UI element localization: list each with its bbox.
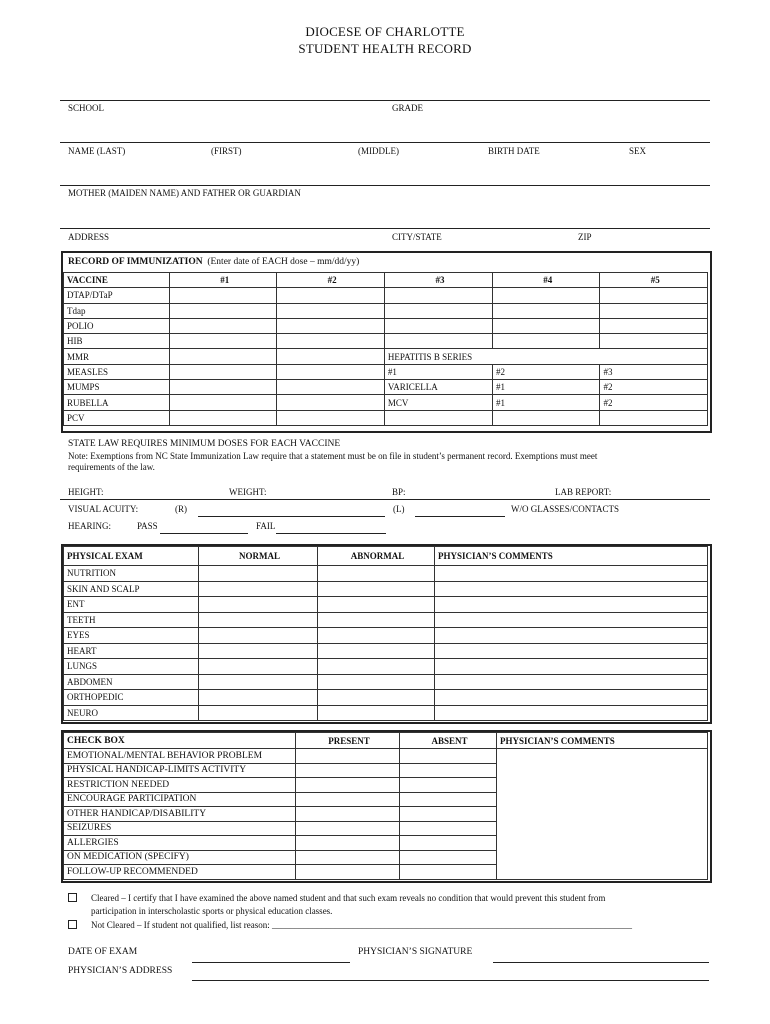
table-row bbox=[64, 674, 708, 690]
table-row bbox=[64, 659, 708, 675]
exam-item: ABDOMEN bbox=[64, 674, 199, 690]
col-dose-1: #1 bbox=[170, 273, 277, 288]
hearing-fail-field[interactable] bbox=[276, 533, 386, 534]
cleared-text-2: participation in interscholastic sports or physical education classes. bbox=[91, 906, 333, 916]
not-cleared-checkbox[interactable] bbox=[68, 920, 77, 929]
hearing-pass-field[interactable] bbox=[160, 533, 248, 534]
bp-label: BP: bbox=[392, 487, 406, 497]
check-item: SEIZURES bbox=[64, 821, 296, 836]
col-check-box: CHECK BOX bbox=[64, 733, 296, 749]
check-item: RESTRICTION NEEDED bbox=[64, 778, 296, 793]
table-row bbox=[64, 705, 708, 721]
name-last-label: NAME (LAST) bbox=[68, 146, 126, 156]
vaccine-name: Tdap bbox=[64, 303, 170, 318]
hearing-pass-label: PASS bbox=[137, 521, 158, 531]
table-row bbox=[64, 581, 708, 597]
name-middle-label: (MIDDLE) bbox=[358, 146, 399, 156]
visual-right-label: (R) bbox=[175, 504, 187, 514]
exam-item: HEART bbox=[64, 643, 199, 659]
col-absent: ABSENT bbox=[400, 733, 497, 749]
visual-left-field[interactable] bbox=[415, 516, 505, 517]
vaccine-name: RUBELLA bbox=[64, 395, 170, 410]
col-dose-5: #5 bbox=[600, 273, 708, 288]
glasses-label: W/O GLASSES/CONTACTS bbox=[511, 504, 620, 514]
hearing-label: HEARING: bbox=[68, 521, 111, 531]
height-label: HEIGHT: bbox=[68, 487, 104, 497]
physician-address-label: PHYSICIAN’S ADDRESS bbox=[68, 966, 173, 976]
col-physical-exam: PHYSICAL EXAM bbox=[64, 547, 199, 566]
zip-label: ZIP bbox=[578, 232, 592, 242]
school-label: SCHOOL bbox=[68, 103, 105, 113]
table-row bbox=[64, 318, 708, 333]
vaccine-name: PCV bbox=[64, 410, 170, 425]
table-row bbox=[64, 349, 708, 364]
form-title-line1: DIOCESE OF CHARLOTTE bbox=[305, 24, 465, 39]
exam-item: SKIN AND SCALP bbox=[64, 581, 199, 597]
school-field-line[interactable] bbox=[60, 142, 710, 143]
state-law-note-1: Note: Exemptions from NC State Immunization Law require that a statement must be on file in student’s permanent record. Exemptions must meet bbox=[68, 451, 598, 461]
not-cleared-text: Not Cleared – If student not qualified, list reason: ________________________________________________________________________________ bbox=[91, 920, 632, 930]
measurements-line[interactable] bbox=[60, 499, 710, 500]
mcv-dose-1[interactable]: #1 bbox=[493, 395, 600, 410]
city-state-label: CITY/STATE bbox=[392, 232, 442, 242]
check-item: EMOTIONAL/MENTAL BEHAVIOR PROBLEM bbox=[64, 749, 296, 764]
vaccine-name: MUMPS bbox=[64, 380, 170, 395]
birth-date-label: BIRTH DATE bbox=[488, 146, 540, 156]
divider bbox=[60, 100, 710, 101]
table-row bbox=[64, 410, 708, 425]
vaccine-name: POLIO bbox=[64, 318, 170, 333]
exam-item: ORTHOPEDIC bbox=[64, 690, 199, 706]
immunization-table bbox=[63, 272, 708, 426]
table-row bbox=[64, 643, 708, 659]
table-row bbox=[64, 749, 708, 764]
check-item: ENCOURAGE PARTICIPATION bbox=[64, 792, 296, 807]
hearing-fail-label: FAIL bbox=[256, 521, 276, 531]
table-row bbox=[64, 380, 708, 395]
visual-right-field[interactable] bbox=[198, 516, 385, 517]
exam-item: EYES bbox=[64, 628, 199, 644]
col-dose-4: #4 bbox=[493, 273, 600, 288]
mcv-label: MCV bbox=[384, 395, 492, 410]
state-law-heading: STATE LAW REQUIRES MINIMUM DOSES FOR EACH VACCINE bbox=[68, 439, 341, 449]
immunization-title: RECORD OF IMMUNIZATION (Enter date of EACH dose – mm/dd/yy) bbox=[68, 257, 360, 267]
check-item: OTHER HANDICAP/DISABILITY bbox=[64, 807, 296, 822]
table-row bbox=[64, 690, 708, 706]
vaccine-name: MMR bbox=[64, 349, 170, 364]
cleared-text-1: Cleared – I certify that I have examined the above named student and that such exam reveals no condition that would prevent this student from bbox=[91, 893, 606, 903]
mcv-dose-2[interactable]: #2 bbox=[600, 395, 708, 410]
vaccine-name: DTAP/DTaP bbox=[64, 288, 170, 303]
hep-b-dose-1[interactable]: #1 bbox=[384, 364, 492, 379]
hep-b-dose-3[interactable]: #3 bbox=[600, 364, 708, 379]
vaccine-name: HIB bbox=[64, 334, 170, 349]
table-row bbox=[64, 597, 708, 613]
col-vaccine: VACCINE bbox=[64, 273, 170, 288]
physician-address-field[interactable] bbox=[192, 980, 709, 981]
col-dose-3: #3 bbox=[384, 273, 492, 288]
check-item: FOLLOW-UP RECOMMENDED bbox=[64, 865, 296, 880]
lab-report-label: LAB REPORT: bbox=[555, 487, 612, 497]
col-dose-2: #2 bbox=[277, 273, 384, 288]
visual-acuity-label: VISUAL ACUITY: bbox=[68, 504, 139, 514]
table-row bbox=[64, 303, 708, 318]
guardian-field-line[interactable] bbox=[60, 228, 710, 229]
table-row bbox=[64, 628, 708, 644]
state-law-note-2: requirements of the law. bbox=[68, 462, 155, 472]
exam-item: ENT bbox=[64, 597, 199, 613]
weight-label: WEIGHT: bbox=[229, 487, 267, 497]
table-row bbox=[64, 364, 708, 379]
form-title-line2: STUDENT HEALTH RECORD bbox=[298, 41, 472, 56]
varicella-dose-1[interactable]: #1 bbox=[493, 380, 600, 395]
grade-label: GRADE bbox=[392, 103, 423, 113]
exam-item: NUTRITION bbox=[64, 566, 199, 582]
check-item: PHYSICAL HANDICAP-LIMITS ACTIVITY bbox=[64, 763, 296, 778]
vaccine-name: MEASLES bbox=[64, 364, 170, 379]
table-row bbox=[64, 395, 708, 410]
guardian-label: MOTHER (MAIDEN NAME) AND FATHER OR GUARDIAN bbox=[68, 188, 301, 198]
physical-exam-table bbox=[63, 546, 708, 721]
hep-b-label: HEPATITIS B SERIES bbox=[384, 349, 707, 364]
table-row bbox=[64, 566, 708, 582]
date-of-exam-field[interactable] bbox=[192, 962, 350, 963]
varicella-label: VARICELLA bbox=[384, 380, 492, 395]
varicella-dose-2[interactable]: #2 bbox=[600, 380, 708, 395]
check-item: ON MEDICATION (SPECIFY) bbox=[64, 850, 296, 865]
physician-signature-label: PHYSICIAN’S SIGNATURE bbox=[358, 947, 473, 957]
cleared-checkbox[interactable] bbox=[68, 893, 77, 902]
col-physician-comments: PHYSICIAN’S COMMENTS bbox=[497, 733, 708, 749]
col-abnormal: ABNORMAL bbox=[318, 547, 435, 566]
check-box-table bbox=[63, 732, 708, 880]
sex-label: SEX bbox=[629, 146, 647, 156]
name-field-line[interactable] bbox=[60, 185, 710, 186]
col-normal: NORMAL bbox=[199, 547, 318, 566]
visual-left-label: (L) bbox=[393, 504, 405, 514]
date-of-exam-label: DATE OF EXAM bbox=[68, 947, 138, 957]
name-first-label: (FIRST) bbox=[211, 146, 242, 156]
check-item: ALLERGIES bbox=[64, 836, 296, 851]
physician-signature-field[interactable] bbox=[493, 962, 709, 963]
hep-b-dose-2[interactable]: #2 bbox=[493, 364, 600, 379]
exam-item: TEETH bbox=[64, 612, 199, 628]
exam-item: NEURO bbox=[64, 705, 199, 721]
col-physician-comments: PHYSICIAN’S COMMENTS bbox=[435, 547, 708, 566]
col-present: PRESENT bbox=[296, 733, 400, 749]
physician-comments-area[interactable] bbox=[497, 749, 708, 880]
address-label: ADDRESS bbox=[68, 232, 110, 242]
table-row bbox=[64, 334, 708, 349]
exam-item: LUNGS bbox=[64, 659, 199, 675]
table-row bbox=[64, 288, 708, 303]
table-row bbox=[64, 612, 708, 628]
